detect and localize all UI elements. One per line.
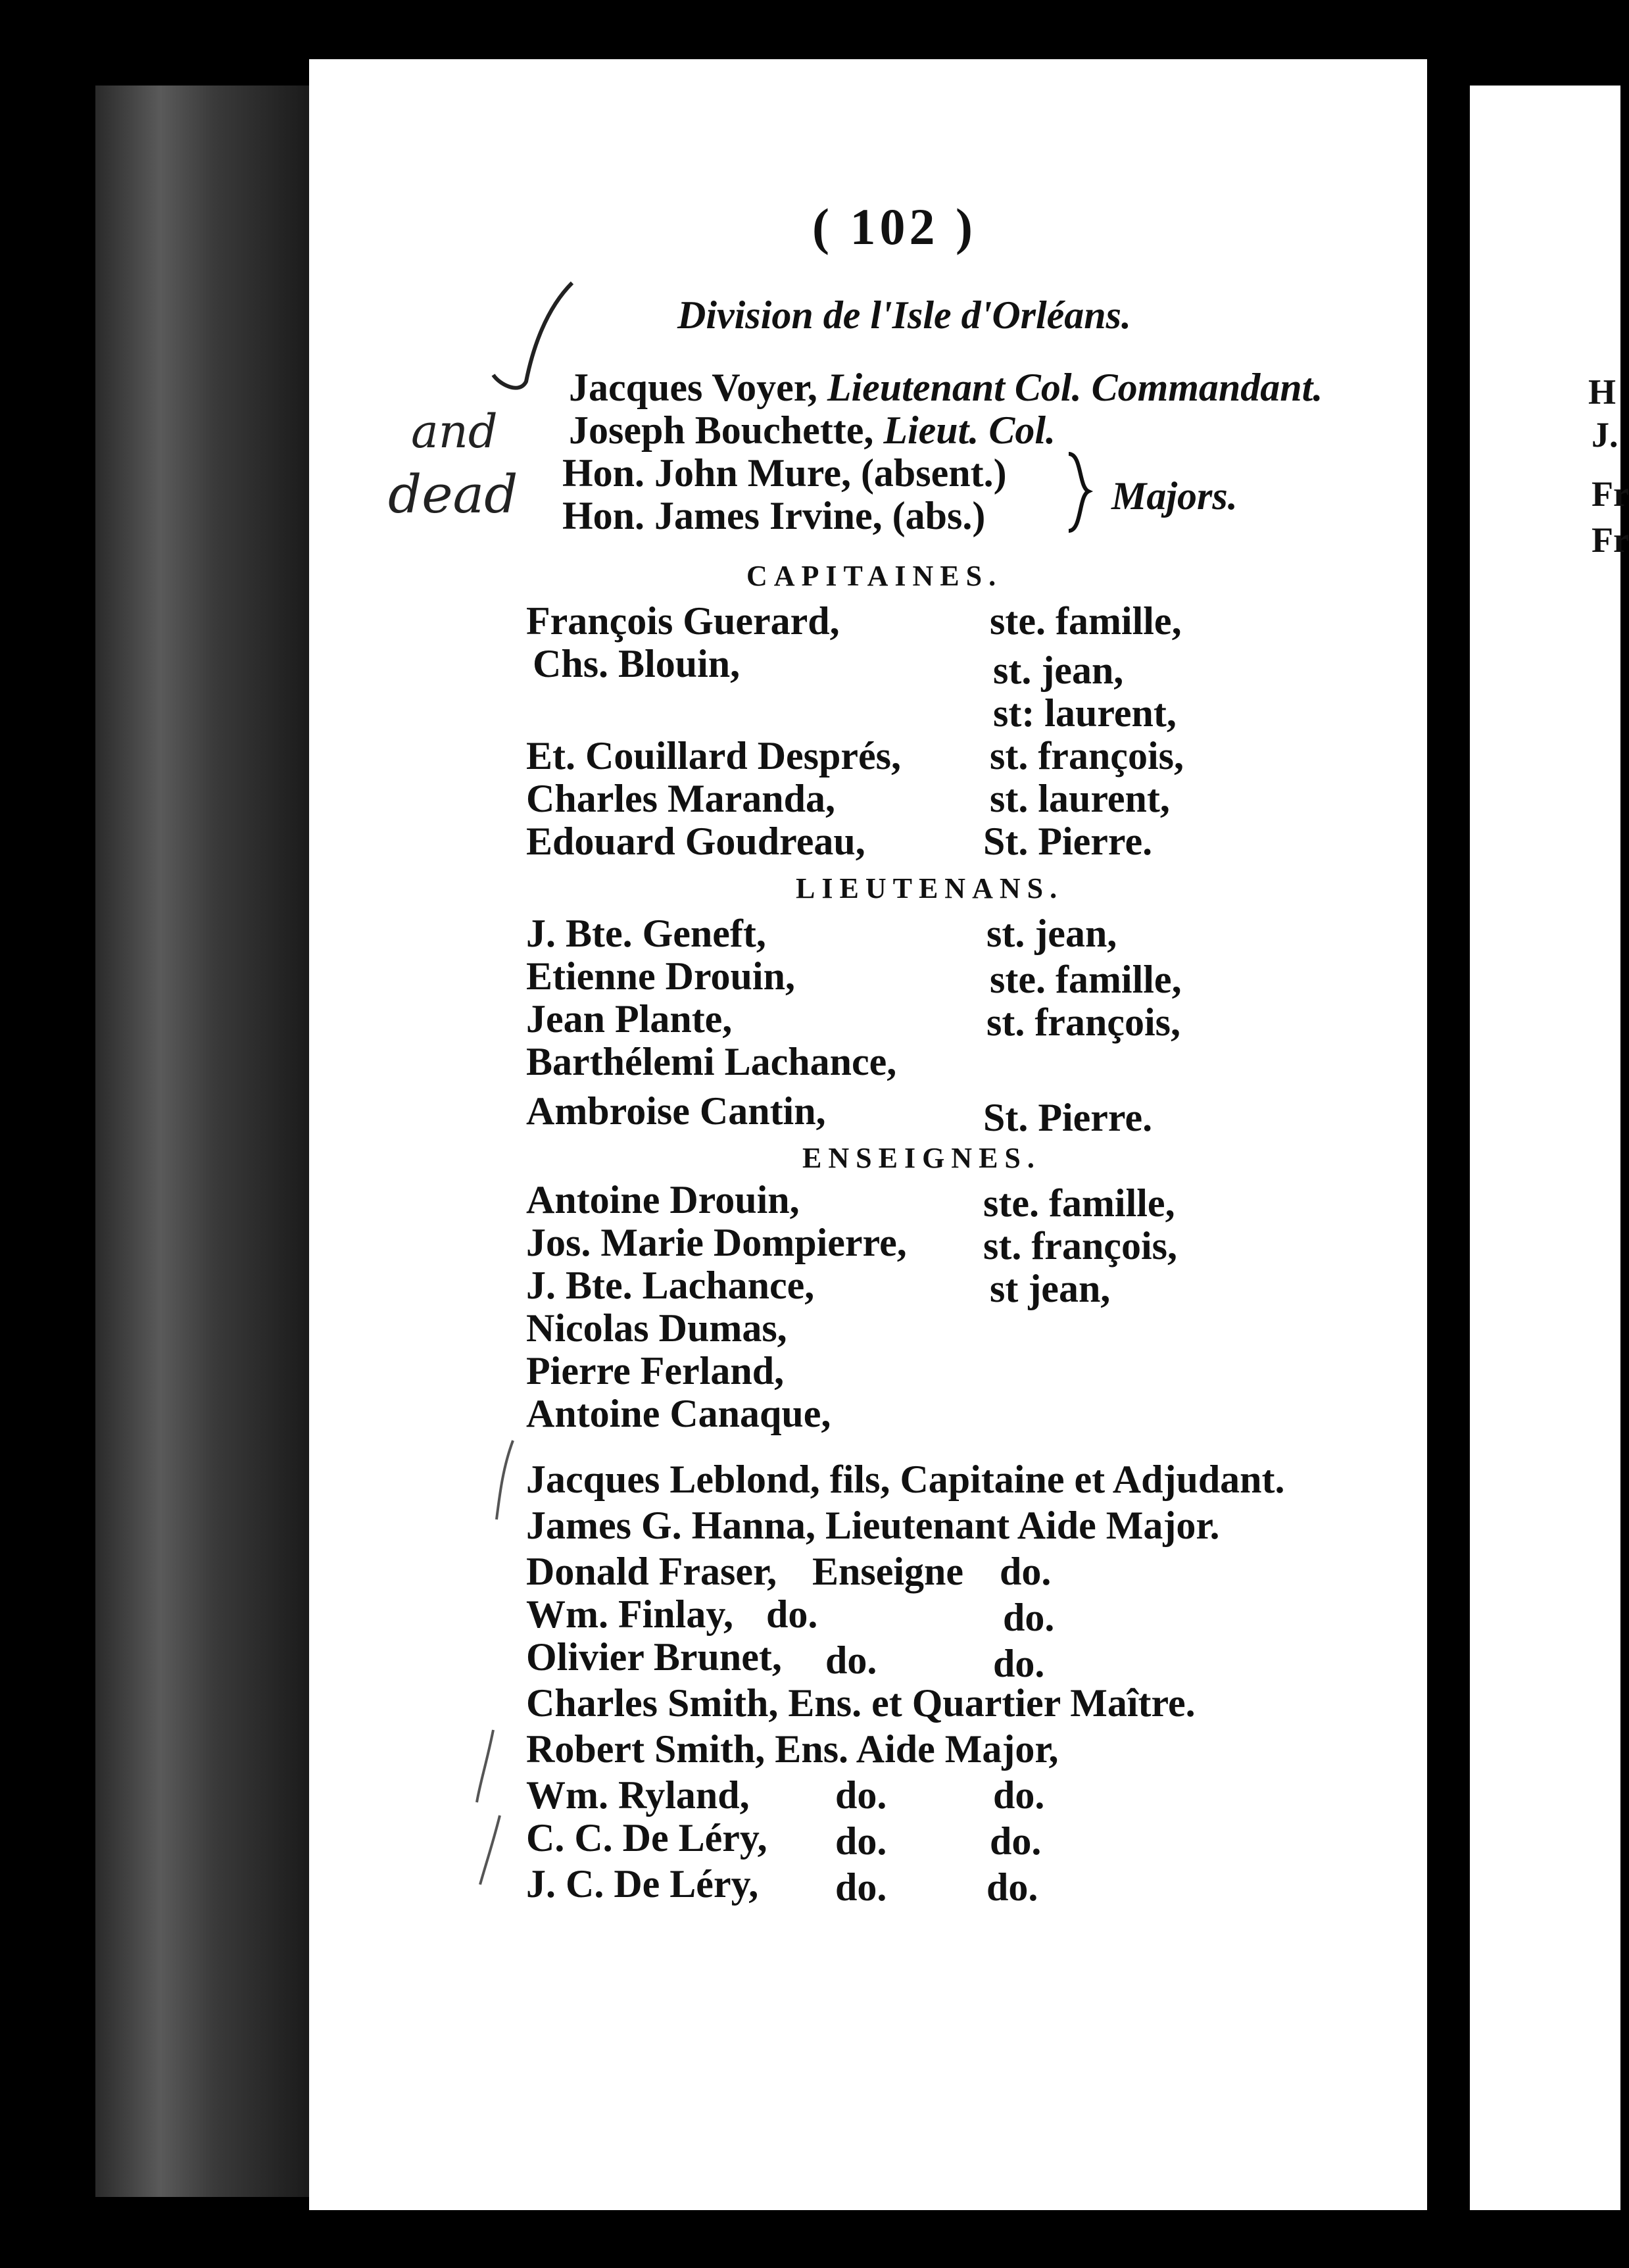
lieutenant-parish: st. jean,	[986, 912, 1117, 955]
enseigne-name: Antoine Drouin,	[526, 1178, 800, 1221]
lieutenant-parish: ste. famille,	[990, 958, 1182, 1001]
lieutenant-name: Jean Plante,	[526, 997, 733, 1041]
staff-line: James G. Hanna, Lieutenant Aide Major.	[526, 1504, 1220, 1547]
book-spine	[95, 86, 312, 2197]
capitaine-parish: ste. famille,	[990, 599, 1182, 643]
staff-line: Jacques Leblond, fils, Capitaine et Adjudant.	[526, 1458, 1285, 1501]
capitaine-parish: st: laurent,	[993, 691, 1177, 735]
facing-page-letter: Fr	[1592, 474, 1629, 514]
facing-page-letter: Fr	[1592, 520, 1629, 560]
margin-mark-icon	[474, 1434, 526, 1533]
officer-voyer	[569, 365, 1323, 410]
capitaine-parish: St. Pierre.	[983, 820, 1153, 863]
heading-lieutenans: LIEUTENANS.	[796, 872, 1064, 904]
capitaine-parish: st. jean,	[993, 649, 1124, 692]
division-title: Division de l'Isle d'Orléans.	[677, 293, 1132, 337]
staff-role: do.	[990, 1819, 1042, 1863]
staff-rank: do.	[825, 1639, 877, 1682]
enseigne-name: Antoine Canaque,	[526, 1392, 831, 1435]
staff-rank: Enseigne	[812, 1550, 964, 1593]
officer-name: Jacques Voyer,	[569, 366, 817, 409]
officer-title: Lieutenant Col. Commandant.	[827, 366, 1323, 409]
lieutenant-name: J. Bte. Geneft,	[526, 912, 766, 955]
staff-rank: do.	[835, 1773, 887, 1817]
heading-capitaines: CAPITAINES.	[746, 560, 1003, 592]
officer-bouchette	[569, 408, 1056, 453]
officer-mure: Hon. John Mure, (absent.)	[562, 451, 1007, 495]
capitaine-name: Charles Maranda,	[526, 777, 835, 820]
staff-rank: do.	[766, 1592, 818, 1636]
staff-rank: do.	[835, 1819, 887, 1863]
lieutenant-parish: St. Pierre.	[983, 1096, 1153, 1139]
capitaine-parish: st. laurent,	[990, 777, 1170, 820]
lieutenant-parish: st. françois,	[986, 1000, 1180, 1044]
enseigne-parish: st jean,	[990, 1267, 1111, 1310]
enseigne-name: Pierre Ferland,	[526, 1349, 785, 1393]
enseigne-parish: st. françois,	[983, 1224, 1177, 1268]
staff-name: Wm. Finlay,	[526, 1592, 734, 1636]
enseigne-parish: ste. famille,	[983, 1181, 1175, 1225]
capitaine-name: Et. Couillard Després,	[526, 734, 901, 777]
staff-role: do.	[993, 1642, 1045, 1685]
staff-role: do.	[986, 1865, 1038, 1909]
majors-label: Majors.	[1111, 474, 1238, 518]
staff-rank: do.	[835, 1865, 887, 1909]
staff-name: Donald Fraser,	[526, 1550, 777, 1593]
officer-name: Joseph Bouchette,	[569, 408, 874, 452]
staff-role: do.	[1000, 1550, 1052, 1593]
staff-name: C. C. De Léry,	[526, 1816, 767, 1860]
facing-page-letter: H	[1588, 372, 1617, 412]
page-number: ( 102 )	[812, 198, 977, 255]
staff-name: Wm. Ryland,	[526, 1773, 750, 1817]
lieutenant-name: Etienne Drouin,	[526, 954, 795, 998]
lieutenant-name: Barthélemi Lachance,	[526, 1040, 897, 1083]
margin-mark-icon	[460, 1723, 520, 1894]
staff-line: Robert Smith, Ens. Aide Major,	[526, 1727, 1059, 1771]
facing-page-letter: J.	[1592, 415, 1618, 455]
officer-title: Lieut. Col.	[883, 408, 1056, 452]
capitaine-name: Edouard Goudreau,	[526, 820, 865, 863]
capitaine-name: Chs. Blouin,	[533, 642, 741, 685]
enseigne-name: Jos. Marie Dompierre,	[526, 1221, 907, 1264]
capitaine-name: François Guerard,	[526, 599, 840, 643]
capitaine-parish: st. françois,	[990, 734, 1184, 777]
lieutenant-name: Ambroise Cantin,	[526, 1089, 826, 1133]
staff-name: Olivier Brunet,	[526, 1635, 782, 1679]
staff-role: do.	[993, 1773, 1045, 1817]
staff-role: do.	[1003, 1596, 1055, 1639]
staff-line: Charles Smith, Ens. et Quartier Maître.	[526, 1681, 1196, 1725]
brace-icon	[1062, 451, 1095, 536]
handwritten-note-2: dead	[388, 464, 518, 525]
heading-enseignes: ENSEIGNES.	[802, 1142, 1041, 1174]
enseigne-name: Nicolas Dumas,	[526, 1306, 787, 1350]
staff-name: J. C. De Léry,	[526, 1862, 759, 1906]
enseigne-name: J. Bte. Lachance,	[526, 1264, 815, 1307]
handwritten-note-1: and	[411, 405, 498, 458]
officer-irvine: Hon. James Irvine, (abs.)	[562, 494, 986, 537]
